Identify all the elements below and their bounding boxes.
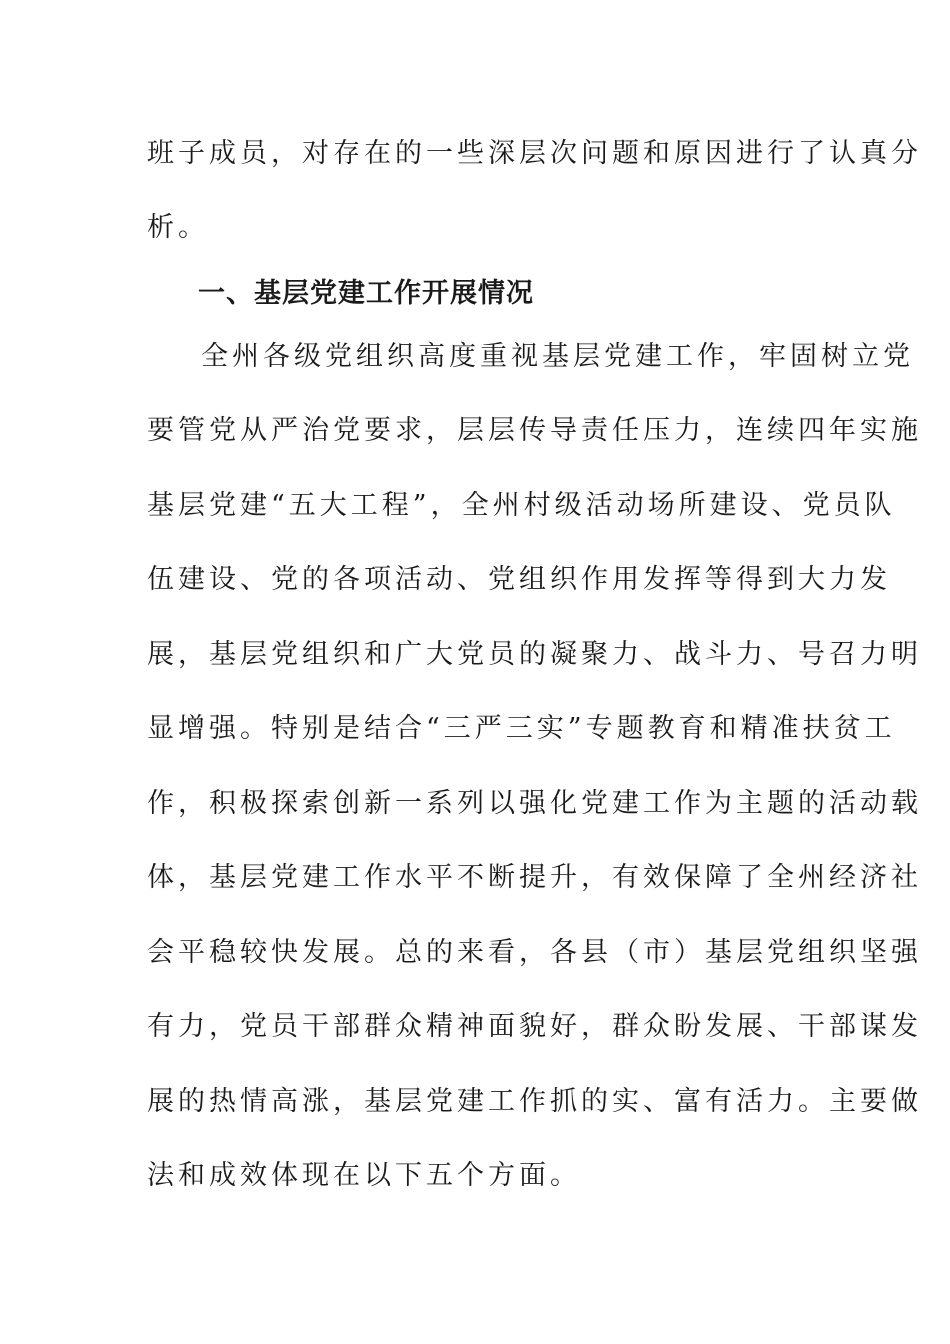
body-line-12: 法和成效体现在以下五个方面。 (147, 1160, 581, 1191)
body-line-11: 展的热情高涨，基层党建工作抓的实、富有活力。主要做 (147, 1086, 922, 1117)
body-line-5: 展，基层党组织和广大党员的凝聚力、战斗力、号召力明 (147, 639, 922, 670)
section-heading: 一、基层党建工作开展情况 (198, 278, 534, 309)
body-line-8: 体，基层党建工作水平不断提升，有效保障了全州经济社 (147, 862, 922, 893)
body-line-3: 基层党建“五大工程”，全州村级活动场所建设、党员队 (147, 490, 896, 521)
body-line-4: 伍建设、党的各项活动、党组织作用发挥等得到大力发 (147, 564, 891, 595)
body-line-1: 全州各级党组织高度重视基层党建工作，牢固树立党 (201, 341, 914, 372)
intro-line-1: 班子成员，对存在的一些深层次问题和原因进行了认真分 (147, 138, 922, 169)
intro-line-2: 析。 (147, 212, 209, 243)
body-line-2: 要管党从严治党要求，层层传导责任压力，连续四年实施 (147, 415, 922, 446)
body-line-10: 有力，党员干部群众精神面貌好，群众盼发展、干部谋发 (147, 1011, 922, 1042)
body-line-9: 会平稳较快发展。总的来看，各县（市）基层党组织坚强 (147, 937, 922, 968)
body-line-7: 作，积极探索创新一系列以强化党建工作为主题的活动载 (147, 788, 922, 819)
body-line-6: 显增强。特别是结合“三严三实”专题教育和精准扶贫工 (147, 713, 896, 744)
